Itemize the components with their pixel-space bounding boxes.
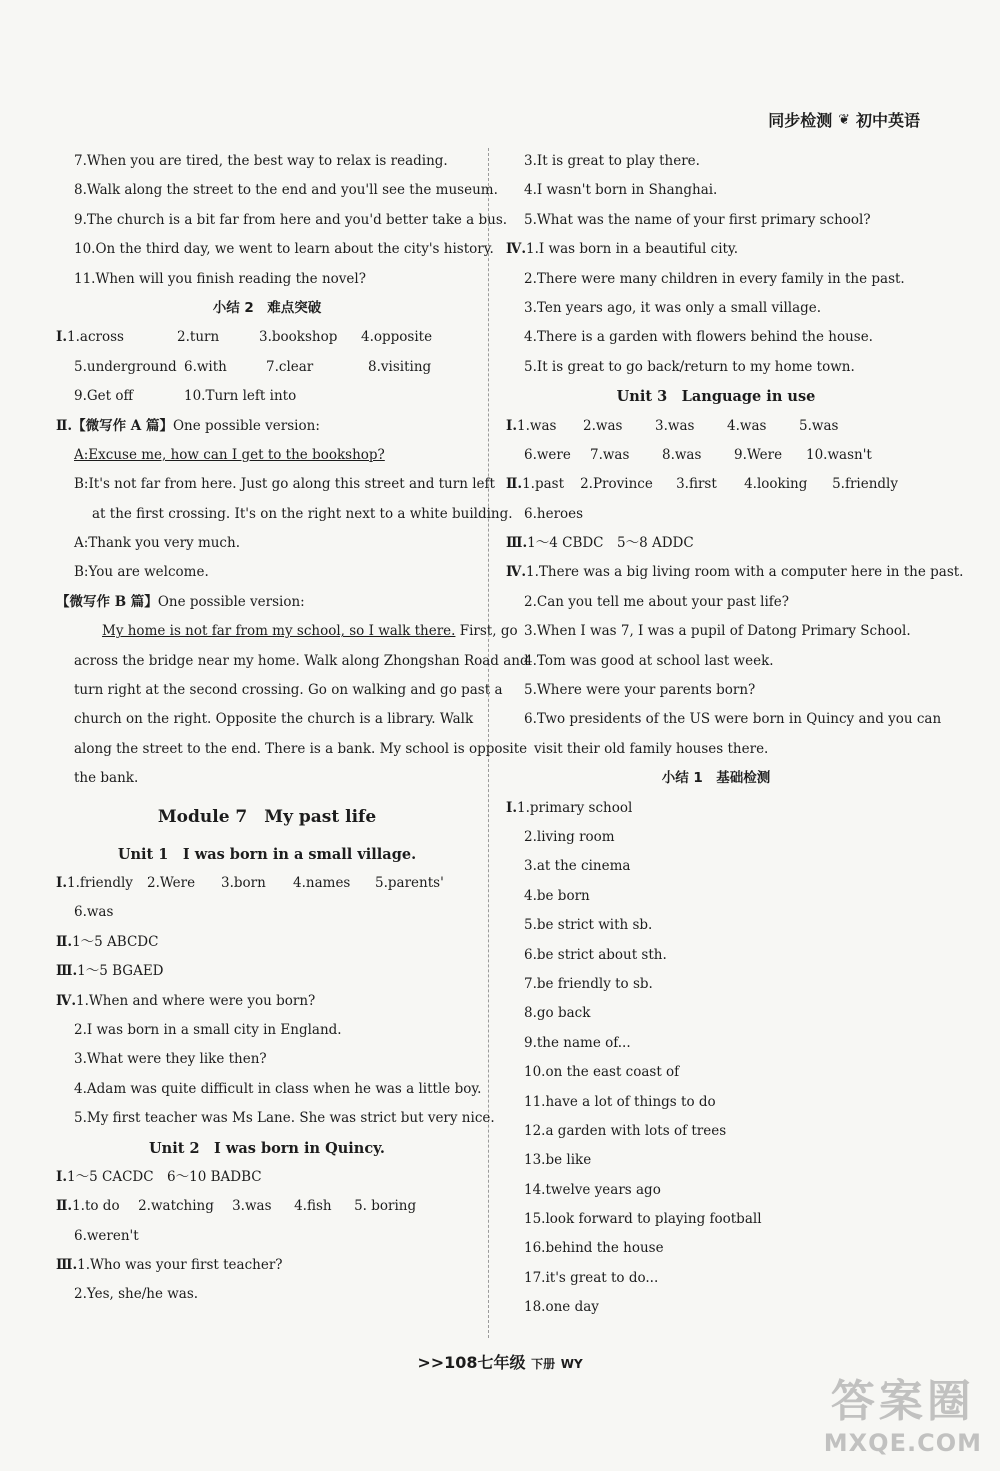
- answer-item: 5.parents': [375, 874, 444, 891]
- answer-row: [56, 1163, 478, 1192]
- phrase-item: 12.a garden with lots of trees: [524, 1122, 727, 1139]
- roman-numeral: Ⅰ.: [56, 874, 68, 891]
- answer-item: 6.heroes: [524, 505, 584, 522]
- dialogue-line: B:You are welcome.: [74, 564, 209, 581]
- phrase-item: 16.behind the house: [524, 1240, 664, 1257]
- answer-item: 8.visiting: [368, 358, 432, 375]
- answer-item: 2.Province: [580, 476, 653, 493]
- answer-row: [506, 794, 926, 823]
- answer-item: 3.born: [221, 874, 266, 891]
- roman-numeral: Ⅰ.: [56, 329, 68, 346]
- unit-title: Unit 2 I was born in Quincy.: [149, 1139, 385, 1157]
- answer-line: 10.On the third day, we went to learn about the city's history.: [74, 241, 494, 258]
- watermark-url: MXQE.COM: [823, 1429, 982, 1457]
- unit-title: Unit 3 Language in use: [616, 388, 816, 406]
- phrase-item: 5.be strict with sb.: [524, 917, 653, 934]
- module-title: Module 7 My past life: [157, 806, 377, 827]
- roman-numeral: Ⅲ.: [56, 1257, 78, 1274]
- edition-label: WY: [560, 1357, 583, 1371]
- answer-item: 3.bookshop: [259, 329, 338, 346]
- roman-numeral: Ⅰ.: [506, 799, 518, 816]
- roman-numeral: Ⅱ.: [506, 476, 523, 493]
- answer-item: 5.underground: [74, 358, 177, 375]
- phrase-item: 18.one day: [524, 1299, 599, 1316]
- answer-line: 5.It is great to go back/return to my home town.: [524, 358, 855, 375]
- answer-item: 5. boring: [354, 1198, 417, 1215]
- answer-item: 1.There was a big living room with a computer here in the past.: [526, 564, 964, 581]
- answer-line: 6.Two presidents of the US were born in Quincy and you can: [524, 711, 942, 728]
- answer-row: [506, 470, 926, 499]
- footer-arrows: >>: [417, 1353, 445, 1372]
- roman-numeral: Ⅱ.: [56, 933, 73, 950]
- dialogue-text: A:Excuse me, how can I get to the bookshop?: [74, 446, 385, 463]
- essay-text: First, go: [455, 623, 518, 640]
- writing-a-header: [56, 412, 478, 441]
- answer-item: 1～5 CACDC 6～10 BADBC: [67, 1168, 262, 1185]
- answer-item: 1.past: [522, 476, 565, 493]
- essay-line: along the street to the end. There is a bank. My school is opposite: [74, 740, 528, 757]
- writing-b-header: [56, 588, 478, 617]
- answer-row: [56, 1192, 478, 1221]
- answer-row: [56, 382, 478, 411]
- roman-numeral: Ⅳ.: [506, 241, 527, 258]
- answer-item: 5.friendly: [832, 476, 898, 493]
- book-label: 下册: [531, 1357, 556, 1371]
- answer-line: 3.What were they like then?: [74, 1051, 267, 1068]
- answer-line: 3.Ten years ago, it was only a small village.: [524, 299, 822, 316]
- dialogue-line: A:Thank you very much.: [74, 535, 240, 552]
- watermark-logo: 答案圈: [830, 1376, 975, 1427]
- answer-line: visit their old family houses there.: [534, 740, 769, 757]
- answer-line: 8.Walk along the street to the end and you'll see the museum.: [74, 182, 498, 199]
- answer-item: 5.was: [799, 417, 839, 434]
- answer-item: 7.clear: [266, 358, 314, 375]
- answer-line: 4.Adam was quite difficult in class when he was a little boy.: [74, 1080, 482, 1097]
- answer-row: [56, 987, 478, 1016]
- answer-item: 1～4 CBDC 5～8 ADDC: [527, 535, 694, 552]
- answer-item: 9.Get off: [74, 388, 134, 405]
- roman-numeral: Ⅲ.: [506, 535, 528, 552]
- answer-item: 1.primary school: [517, 799, 633, 816]
- answer-line: 7.When you are tired, the best way to relax is reading.: [74, 153, 448, 169]
- answer-row: [506, 441, 926, 470]
- answer-item: 1～5 BGAED: [77, 963, 164, 980]
- right-column: [506, 147, 964, 1323]
- unit-title: Unit 1 I was born in a small village.: [117, 845, 417, 863]
- phrase-list: [506, 823, 926, 1323]
- leaf-icon: ❦: [838, 111, 850, 128]
- answer-row: [506, 529, 926, 558]
- dialogue-line: at the first crossing. It's on the right next to a white building.: [92, 505, 513, 522]
- watermark: [824, 1365, 982, 1457]
- answer-line: 5.What was the name of your first primary school?: [524, 211, 871, 228]
- roman-numeral: Ⅰ.: [56, 1168, 68, 1185]
- roman-numeral: Ⅱ.: [56, 1198, 73, 1215]
- phrase-item: 8.go back: [524, 1005, 591, 1022]
- answer-item: 1～5 ABCDC: [72, 933, 159, 950]
- essay-line: church on the right. Opposite the church is a library. Walk: [74, 711, 474, 728]
- phrase-item: 14.twelve years ago: [524, 1181, 661, 1198]
- essay-line: across the bridge near my home. Walk along Zhongshan Road and: [74, 652, 529, 669]
- essay-line: [56, 617, 518, 646]
- header-subject: 初中英语: [855, 111, 920, 130]
- roman-numeral: Ⅰ.: [506, 417, 518, 434]
- answer-item: 10.wasn't: [806, 446, 872, 463]
- section-title: 小结 1 基础检测: [661, 770, 771, 787]
- answer-line: 3.When I was 7, I was a pupil of Datong Primary School.: [524, 623, 911, 640]
- answer-row: [56, 323, 478, 352]
- answer-line: 4.I wasn't born in Shanghai.: [524, 182, 718, 199]
- roman-numeral: Ⅲ.: [56, 963, 78, 980]
- answer-line: 2.I was born in a small city in England.: [74, 1021, 342, 1038]
- answer-item: 1.When and where were you born?: [76, 992, 316, 1009]
- answer-line: 4.There is a garden with flowers behind the house.: [524, 329, 873, 346]
- answer-row: [506, 412, 926, 441]
- phrase-item: 4.be born: [524, 887, 590, 904]
- writing-label: 【微写作 A 篇】: [72, 417, 173, 434]
- answer-item: 10.Turn left into: [184, 388, 297, 405]
- answer-line: 2.There were many children in every family in the past.: [524, 270, 905, 287]
- answer-item: 2.watching: [138, 1198, 214, 1215]
- answer-item: 9.Were: [734, 446, 783, 463]
- essay-line: the bank.: [74, 770, 139, 787]
- phrase-item: 13.be like: [524, 1152, 592, 1169]
- version-label: One possible version:: [157, 593, 305, 610]
- phrase-item: 11.have a lot of things to do: [524, 1093, 716, 1110]
- phrase-item: 7.be friendly to sb.: [524, 975, 653, 992]
- phrase-item: 17.it's great to do...: [524, 1269, 659, 1286]
- answer-item: 1.I was born in a beautiful city.: [526, 241, 739, 258]
- phrase-item: 6.be strict about sth.: [524, 946, 667, 963]
- header: [768, 108, 920, 131]
- phrase-item: 10.on the east coast of: [524, 1064, 680, 1081]
- dialogue-line: B:It's not far from here. Just go along this street and turn left: [74, 476, 495, 493]
- answer-item: 2.Were: [147, 874, 196, 891]
- answer-item: 6.was: [74, 904, 114, 921]
- answer-row: [56, 353, 478, 382]
- answer-line: 5.Where were your parents born?: [524, 682, 756, 699]
- answer-item: 1.across: [67, 329, 124, 346]
- answer-item: 4.fish: [294, 1198, 332, 1215]
- answer-line: 2.Can you tell me about your past life?: [524, 593, 790, 610]
- answer-item: 1.friendly: [67, 874, 133, 891]
- phrase-item: 2.living room: [524, 828, 615, 845]
- section-title: 小结 2 难点突破: [212, 299, 322, 316]
- answer-line: 3.It is great to play there.: [524, 153, 700, 169]
- answer-item: 1.Who was your first teacher?: [77, 1257, 283, 1274]
- answer-line: 9.The church is a bit far from here and you'd better take a bus.: [74, 211, 508, 228]
- roman-numeral: Ⅱ.: [56, 417, 73, 434]
- answer-item: 3.first: [676, 476, 717, 493]
- roman-numeral: Ⅳ.: [506, 564, 527, 581]
- answer-item: 3.was: [232, 1198, 272, 1215]
- answer-item: 8.was: [662, 446, 702, 463]
- answer-row: [56, 869, 478, 898]
- essay-text: My home is not far from my school, so I walk there.: [102, 623, 456, 640]
- answer-line: 2.Yes, she/he was.: [74, 1286, 199, 1303]
- roman-numeral: Ⅳ.: [56, 992, 77, 1009]
- writing-label: 【微写作 B 篇】: [56, 593, 158, 610]
- answer-item: 2.was: [583, 417, 623, 434]
- phrase-item: 3.at the cinema: [524, 858, 631, 875]
- grade-label: 七年级: [477, 1353, 526, 1372]
- answer-line: 11.When will you finish reading the novel?: [74, 270, 366, 287]
- answer-line: 4.Tom was good at school last week.: [524, 652, 774, 669]
- answer-item: 7.was: [590, 446, 630, 463]
- essay-line: turn right at the second crossing. Go on walking and go past a: [74, 682, 503, 699]
- phrase-item: 9.the name of...: [524, 1034, 631, 1051]
- answer-row: [56, 1251, 478, 1280]
- answer-row: [506, 235, 926, 264]
- answer-item: 6.with: [184, 358, 227, 375]
- left-column: [56, 147, 529, 1310]
- answer-row: [56, 957, 478, 986]
- answer-item: 2.turn: [177, 329, 220, 346]
- answer-item: 4.names: [293, 874, 351, 891]
- answer-row: [506, 558, 964, 587]
- answer-line: 5.My first teacher was Ms Lane. She was strict but very nice.: [74, 1110, 495, 1127]
- dialogue-line: [56, 441, 478, 470]
- answer-item: 3.was: [655, 417, 695, 434]
- answer-item: 4.opposite: [361, 329, 433, 346]
- answer-row: [56, 928, 478, 957]
- answer-item: 4.was: [727, 417, 767, 434]
- answer-item: 6.weren't: [74, 1227, 139, 1244]
- answer-item: 1.was: [517, 417, 557, 434]
- phrase-item: 15.look forward to playing football: [524, 1211, 762, 1228]
- version-label: One possible version:: [172, 417, 320, 434]
- answer-item: 6.were: [524, 446, 571, 463]
- answer-item: 4.looking: [744, 476, 808, 493]
- page-number: 108: [444, 1353, 478, 1372]
- header-series: 同步检测: [768, 111, 833, 130]
- answer-item: 1.to do: [72, 1198, 120, 1215]
